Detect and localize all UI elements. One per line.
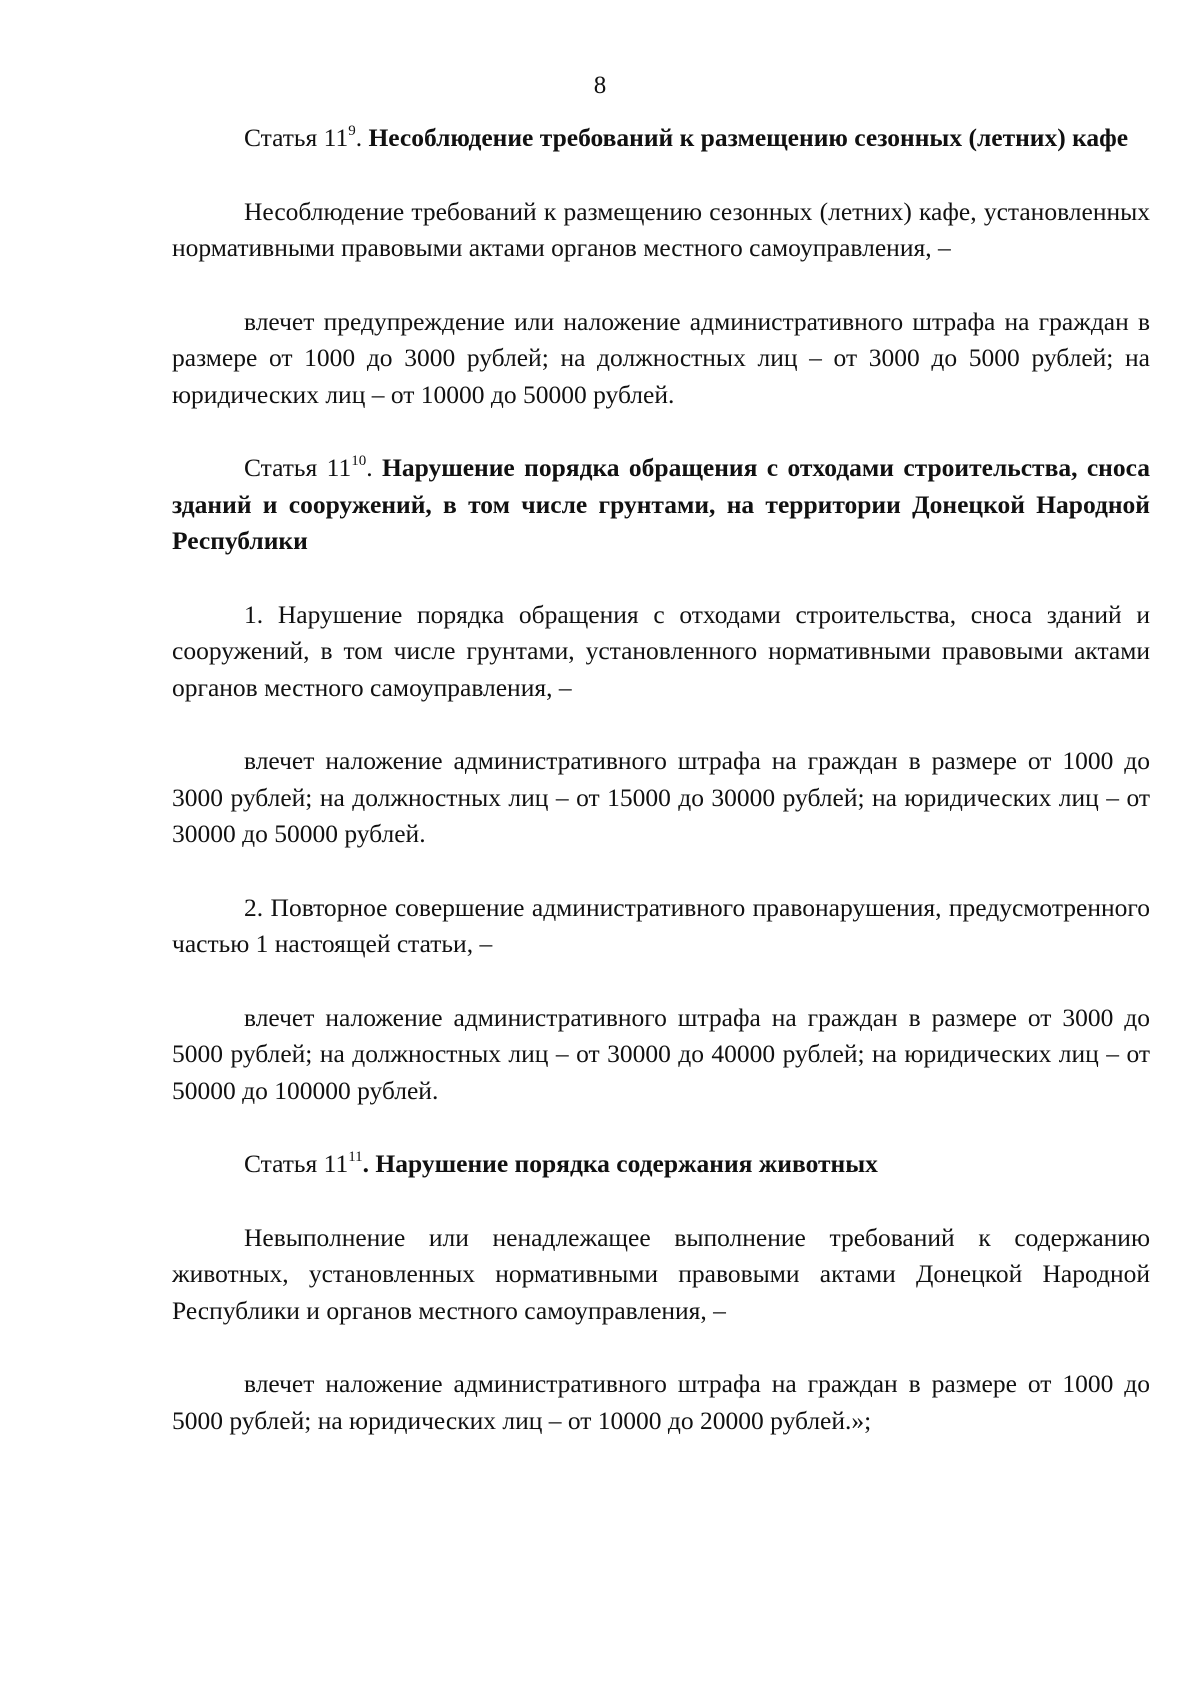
article-paragraph: влечет предупреждение или наложение административного штрафа на граждан в размере от 1000 до 3000 рублей; на должностных лиц – от 3000 до 5000 рублей; на юридических лиц – от 10000 до 50000 рублей. <box>172 306 1150 409</box>
article-paragraph: Несоблюдение требований к размещению сезонных (летних) кафе, установленных нормативными правовыми актами органов местного самоуправления, – <box>172 196 1150 262</box>
article-paragraph: влечет наложение административного штрафа на граждан в размере от 1000 до 3000 рублей; на должностных лиц – от 15000 до 30000 рублей; на юридических лиц – от 30000 до 50000 рублей. <box>172 746 1150 848</box>
article-label-dot: . <box>366 453 373 482</box>
article-paragraph: Невыполнение или ненадлежащее выполнение требований к содержанию животных, установленных нормативными правовыми актами Донецкой Народной Республики и органов местного самоуправления, – <box>172 1222 1150 1325</box>
article-11-11 <box>172 1146 1150 1439</box>
article-label: Статья 11 <box>244 453 352 482</box>
article-label-dot: . <box>355 123 363 152</box>
article-label: Статья 11 <box>244 123 349 152</box>
article-11-9 <box>172 120 1150 413</box>
article-number-superscript: 10 <box>351 453 367 469</box>
article-paragraph: влечет наложение административного штрафа на граждан в размере от 1000 до 5000 рублей; на юридических лиц – от 10000 до 20000 рублей.»; <box>172 1369 1150 1435</box>
article-title: Несоблюдение требований к размещению сезонных (летних) кафе <box>362 123 1129 152</box>
article-heading <box>172 1146 1150 1183</box>
document-body <box>172 120 1150 1439</box>
page-number: 8 <box>593 72 607 99</box>
article-title: . Нарушение порядка содержания животных <box>362 1149 878 1178</box>
article-number-superscript: 11 <box>348 1149 363 1165</box>
article-label: Статья 11 <box>244 1149 349 1178</box>
article-11-10 <box>172 450 1150 1109</box>
article-paragraph: 1. Нарушение порядка обращения с отходами строительства, сноса зданий и сооружений, в том числе грунтами, установленного нормативными правовыми актами органов местного самоуправления, – <box>172 599 1150 702</box>
article-paragraph: влечет наложение административного штрафа на граждан в размере от 3000 до 5000 рублей; на должностных лиц – от 30000 до 40000 рублей; на юридических лиц – от 50000 до 100000 рублей. <box>172 1002 1150 1105</box>
article-paragraph: 2. Повторное совершение административного правонарушения, предусмотренного частью 1 настоящей статьи, – <box>172 892 1150 958</box>
article-number-superscript: 9 <box>348 123 356 139</box>
article-title: Нарушение порядка обращения с отходами строительства, сноса зданий и сооружений, в том числе грунтами, на территории Донецкой Народной Республики <box>172 453 1151 555</box>
article-heading <box>172 120 1150 157</box>
article-heading <box>172 450 1150 560</box>
